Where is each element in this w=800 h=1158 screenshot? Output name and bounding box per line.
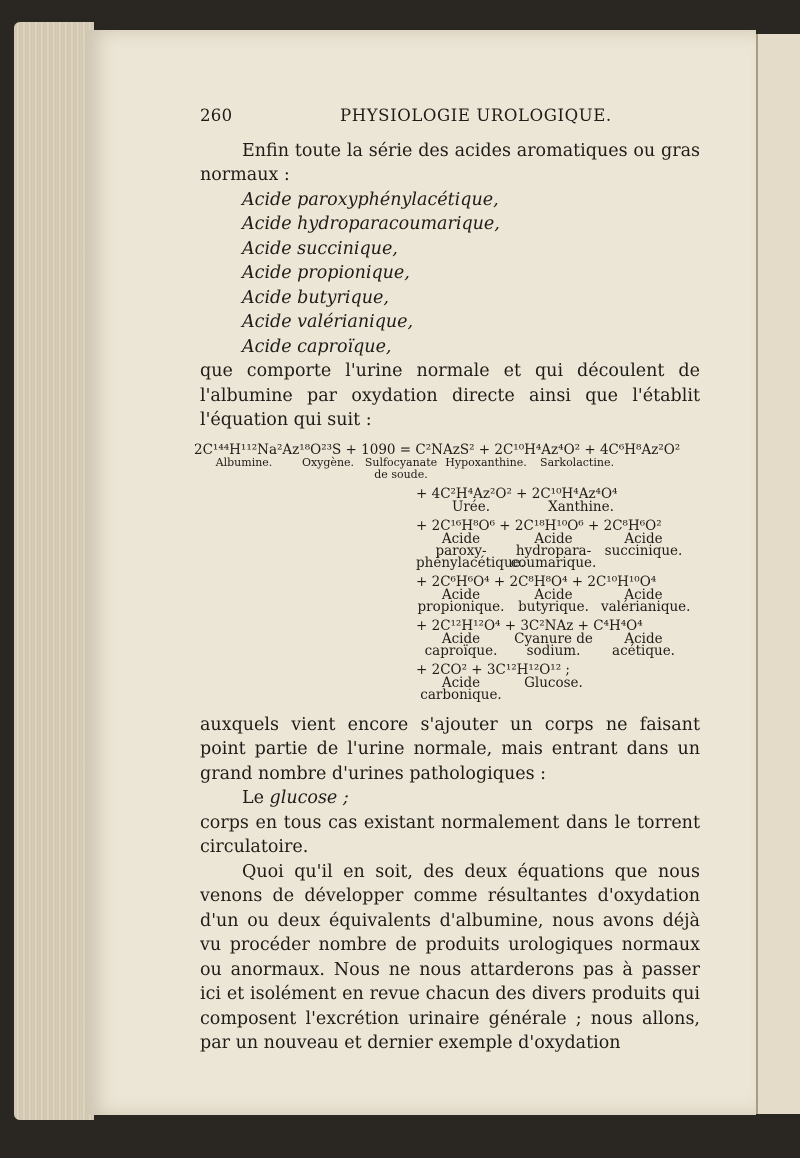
running-header [200,104,700,129]
caption: Hypoxanthine. [445,455,527,469]
caption: Acide paroxy-phénylacétique. [416,530,525,571]
equation-captions [416,630,700,659]
paragraph-auxquels: auxquels vient encore s'ajouter un corps ne faisant point partie de l'urine normale, mais entrant dans un grand nombre d'urines pathologiques : [200,714,700,784]
equation-row [416,619,700,657]
list-item: Acide propionique, [242,263,410,283]
caption: Cyanure de sodium. [514,630,593,659]
equation-formula: + 2CO² + 3C¹²H¹²O¹² ; [416,661,570,678]
equation-formula: + 4C²H⁴Az²O² + 2C¹⁰H⁴Az⁴O⁴ [416,485,618,502]
equation-captions [416,530,700,571]
running-title: PHYSIOLOGIE UROLOGIQUE. [340,106,612,125]
page-content [194,104,700,1056]
equation-row [416,663,700,701]
glucose-prefix: Le [242,788,270,808]
equation-captions [416,498,700,515]
caption: Sulfocyanate de soude. [364,455,438,481]
paragraph-quoi: Quoi qu'il en soit, des deux équations que nous venons de développer comme résultantes d'oxydation d'un ou deux équivalents d'albumine, nous avons déjà vu procéder nombre de produits urologiques normaux ou anormaux. Nous ne nous attarderons pas à passer ici et isolément en revue chacun des divers produits qui composent l'excrétion urinaire générale ; nous allons, par un nouveau et dernier exemple d'oxydation [200,861,700,1053]
caption: Sarkolactine. [540,455,614,469]
equation-formula: + 2C¹⁶H⁸O⁶ + 2C¹⁸H¹⁰O⁶ + 2C⁸H⁶O² [416,517,662,534]
caption: Acide propionique. [417,586,505,615]
caption: Glucose. [524,674,583,691]
intro-paragraph: Enfin toute la série des acides aromatiques ou gras normaux : [200,140,700,185]
list-item: Acide succinique, [242,238,398,259]
list-item: Acide caproïque, [242,336,392,357]
facing-page-edge [756,34,800,1114]
caption: Acide butyrique. [518,586,589,615]
caption: Albumine. [215,455,273,469]
equation-captions [416,674,700,703]
list-item: Acide hydroparacoumarique, [242,214,500,234]
book-page-edges [14,22,94,1120]
glucose-line [200,786,700,811]
equation-row [416,575,700,613]
caption: Oxygène. [301,455,355,469]
list-item: Acide valérianique, [242,312,414,332]
caption: Acide succinique. [604,530,683,559]
caption: Urée. [451,498,491,515]
oxidation-equation [194,443,700,701]
equation-captions [416,586,700,615]
list-item: Acide paroxyphénylacétique, [242,189,499,210]
caption: Acide valérianique. [601,586,691,615]
acid-list [242,188,700,360]
equation-row [416,487,700,513]
page-number: 260 [200,106,233,125]
list-item: Acide butyrique, [242,287,389,308]
caption: Xanthine. [548,498,614,515]
equation-formula: + 2C¹²H¹²O⁴ + 3C²NAz + C⁴H⁴O⁴ [416,617,643,634]
caption: Acide carbonique. [420,674,502,703]
glucose-word: glucose ; [269,788,349,808]
equation-line-1: 2C¹⁴⁴H¹¹²Na²Az¹⁸O²³S + 1090 = C²NAzS² + 2C¹⁰H⁴Az⁴O² + 4C⁶H⁸Az²O² [194,441,681,458]
caption: Acide acétique. [612,630,675,659]
equation-formula: + 2C⁶H⁶O⁴ + 2C⁸H⁸O⁴ + 2C¹⁰H¹⁰O⁴ [416,573,657,590]
caption: Acide caproïque. [424,630,498,659]
caption: Acide hydropara-coumarique. [510,530,597,571]
equation-line-1-captions [194,457,700,481]
paragraph-albumine: que comporte l'urine normale et qui découlent de l'albumine par oxydation directe ainsi que l'établit l'équation qui suit : [200,361,700,430]
paragraph-corps: corps en tous cas existant normalement dans le torrent circulatoire. [200,812,700,857]
equation-row [416,519,700,569]
